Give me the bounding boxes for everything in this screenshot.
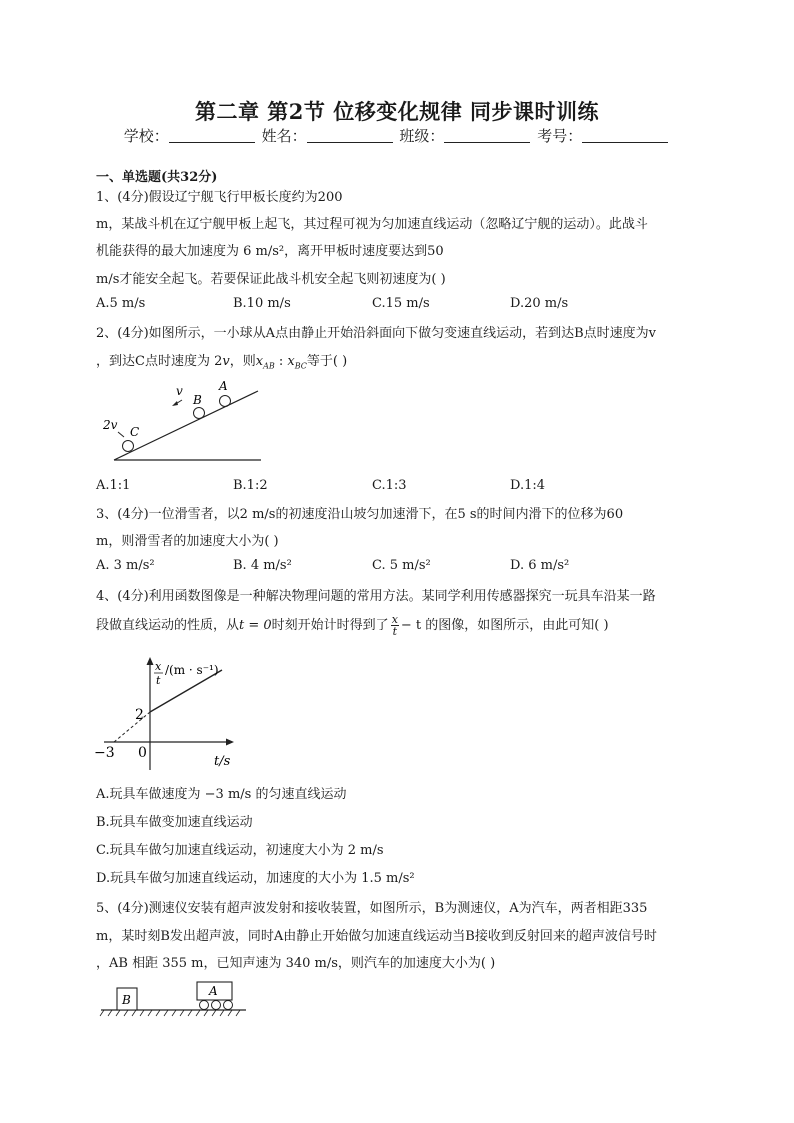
q3-option-a[interactable]: A. 3 m/s² (96, 558, 155, 573)
ball-c (123, 441, 134, 452)
q5-line-3: ，AB 相距 355 m，已知声速为 340 m/s，则汽车的加速度大小为( ) (96, 956, 496, 971)
q4-fraction (391, 614, 399, 637)
q2-line-1: 2、(4分)如图所示，一小球从A点由静止开始沿斜面向下做匀变速直线运动，若到达B点时速度为v (96, 326, 656, 341)
q1-option-b[interactable]: B.10 m/s (233, 296, 291, 311)
q4-line-2-text-c: − t 的图像，如图所示，由此可知( ) (400, 618, 609, 633)
q4-line-2-text-a: 段做直线运动的性质，从 (96, 618, 240, 633)
y-label-denominator: t (156, 674, 161, 687)
q2-line-2 (96, 350, 347, 371)
q4-frac-numerator: x (391, 613, 398, 626)
q4-t-zero: t = 0 (239, 618, 272, 633)
car-wheel-right (224, 1001, 233, 1010)
q1-option-d[interactable]: D.20 m/s (510, 296, 569, 311)
q2-line-2-text-a: ，到达C点时速度为 2 (96, 354, 223, 369)
q2-option-d[interactable]: D.1:4 (510, 478, 546, 493)
q2-sub-bc: BC (294, 361, 307, 371)
section-title: 一、单选题(共32分) (96, 170, 218, 185)
label-b: B (193, 393, 202, 407)
graph-line-dashed (114, 712, 150, 742)
q2-line-2-text-b: ，则 (229, 354, 256, 369)
q1-line-3: 机能获得的最大加速度为 6 m/s²，离开甲板时速度要达到50 (96, 244, 444, 259)
q5-speed-detector-figure (98, 978, 250, 1020)
q2-x2: x (287, 354, 295, 369)
q2-x1: x (255, 354, 264, 369)
x-axis-label: t/s (214, 754, 231, 769)
class-field[interactable] (444, 127, 530, 143)
q2-velocity-symbol: v (222, 354, 230, 369)
q2-option-b[interactable]: B.1:2 (233, 478, 268, 493)
car-wheel-middle (212, 1001, 221, 1010)
q3-option-d[interactable]: D. 6 m/s² (510, 558, 570, 573)
page-title: 第二章 第2节 位移变化规律 同步课时训练 (194, 99, 600, 124)
school-field[interactable] (169, 127, 255, 143)
q2-option-a[interactable]: A.1:1 (96, 478, 131, 493)
q4-line-2-text-b: 时刻开始计时得到了 (271, 618, 389, 633)
x-axis-arrow (226, 739, 234, 746)
label-a: A (219, 379, 228, 393)
q2-line-2-text-c: 等于( ) (306, 354, 348, 369)
q2-sub-ab: AB (263, 361, 275, 371)
q4-line-1: 4、(4分)利用函数图像是一种解决物理问题的常用方法。某同学利用传感器探究一玩具车沿某一路 (96, 589, 656, 604)
label-v: v (176, 384, 183, 398)
exam-number-label: 考号： (537, 127, 583, 145)
q3-line-2: m，则滑雪者的加速度大小为( ) (96, 534, 279, 549)
q1-line-2: m，某战斗机在辽宁舰甲板上起飞，其过程可视为匀加速直线运动（忽略辽宁舰的运动）。此战斗 (96, 217, 648, 232)
label-a: A (209, 984, 218, 998)
label-2v: 2v (103, 418, 118, 432)
q4-xt-graph (92, 652, 252, 774)
ball-b (194, 408, 205, 419)
y-intercept-label: 2 (135, 707, 144, 723)
q2-colon: : (274, 354, 288, 369)
student-info-row (0, 125, 794, 146)
label-b: B (122, 993, 131, 1007)
ball-a (220, 396, 231, 407)
velocity-arrow-head (172, 401, 178, 406)
q5-line-1: 5、(4分)测速仪安装有超声波发射和接收装置，如图所示，B为测速仪，A为汽车，两者相距335 (96, 901, 648, 916)
q4-frac-denominator: t (392, 625, 397, 638)
y-label-numerator: x (155, 660, 162, 673)
q1-line-4: m/s才能安全起飞。若要保证此战斗机安全起飞则初速度为( ) (96, 272, 446, 287)
exam-number-field[interactable] (582, 127, 668, 143)
y-unit-label: /(m · s⁻¹) (165, 663, 219, 677)
y-axis-arrow (147, 657, 154, 665)
q4-option-d[interactable]: D.玩具车做匀加速直线运动，加速度的大小为 1.5 m/s² (96, 871, 415, 886)
q1-line-1: 1、(4分)假设辽宁舰飞行甲板长度约为200 (96, 190, 343, 205)
car-wheel-left (200, 1001, 209, 1010)
q3-option-b[interactable]: B. 4 m/s² (233, 558, 292, 573)
origin-label: 0 (138, 745, 147, 761)
velocity-2v-arrow (118, 432, 124, 437)
q3-option-c[interactable]: C. 5 m/s² (372, 558, 431, 573)
q4-option-b[interactable]: B.玩具车做变加速直线运动 (96, 815, 253, 830)
q1-option-c[interactable]: C.15 m/s (372, 296, 430, 311)
q4-option-c[interactable]: C.玩具车做匀加速直线运动，初速度大小为 2 m/s (96, 843, 384, 858)
label-c: C (130, 425, 140, 439)
q4-line-2 (96, 614, 609, 637)
q3-line-1: 3、(4分)一位滑雪者，以2 m/s的初速度沿山坡匀加速滑下，在5 s的时间内滑下的位移为60 (96, 507, 624, 522)
name-field[interactable] (307, 127, 393, 143)
q4-option-a[interactable]: A.玩具车做速度为 −3 m/s 的匀速直线运动 (96, 787, 347, 802)
q2-incline-figure (96, 378, 271, 470)
name-label: 姓名： (261, 127, 307, 145)
q2-option-c[interactable]: C.1:3 (372, 478, 407, 493)
q1-option-a[interactable]: A.5 m/s (96, 296, 146, 311)
ground-hatching (100, 1010, 240, 1016)
x-intercept-label: −3 (94, 745, 115, 761)
class-label: 班级： (399, 127, 445, 145)
q5-line-2: m，某时刻B发出超声波，同时A由静止开始做匀加速直线运动当B接收到反射回来的超声波信号时 (96, 929, 657, 944)
school-label: 学校： (123, 127, 169, 145)
